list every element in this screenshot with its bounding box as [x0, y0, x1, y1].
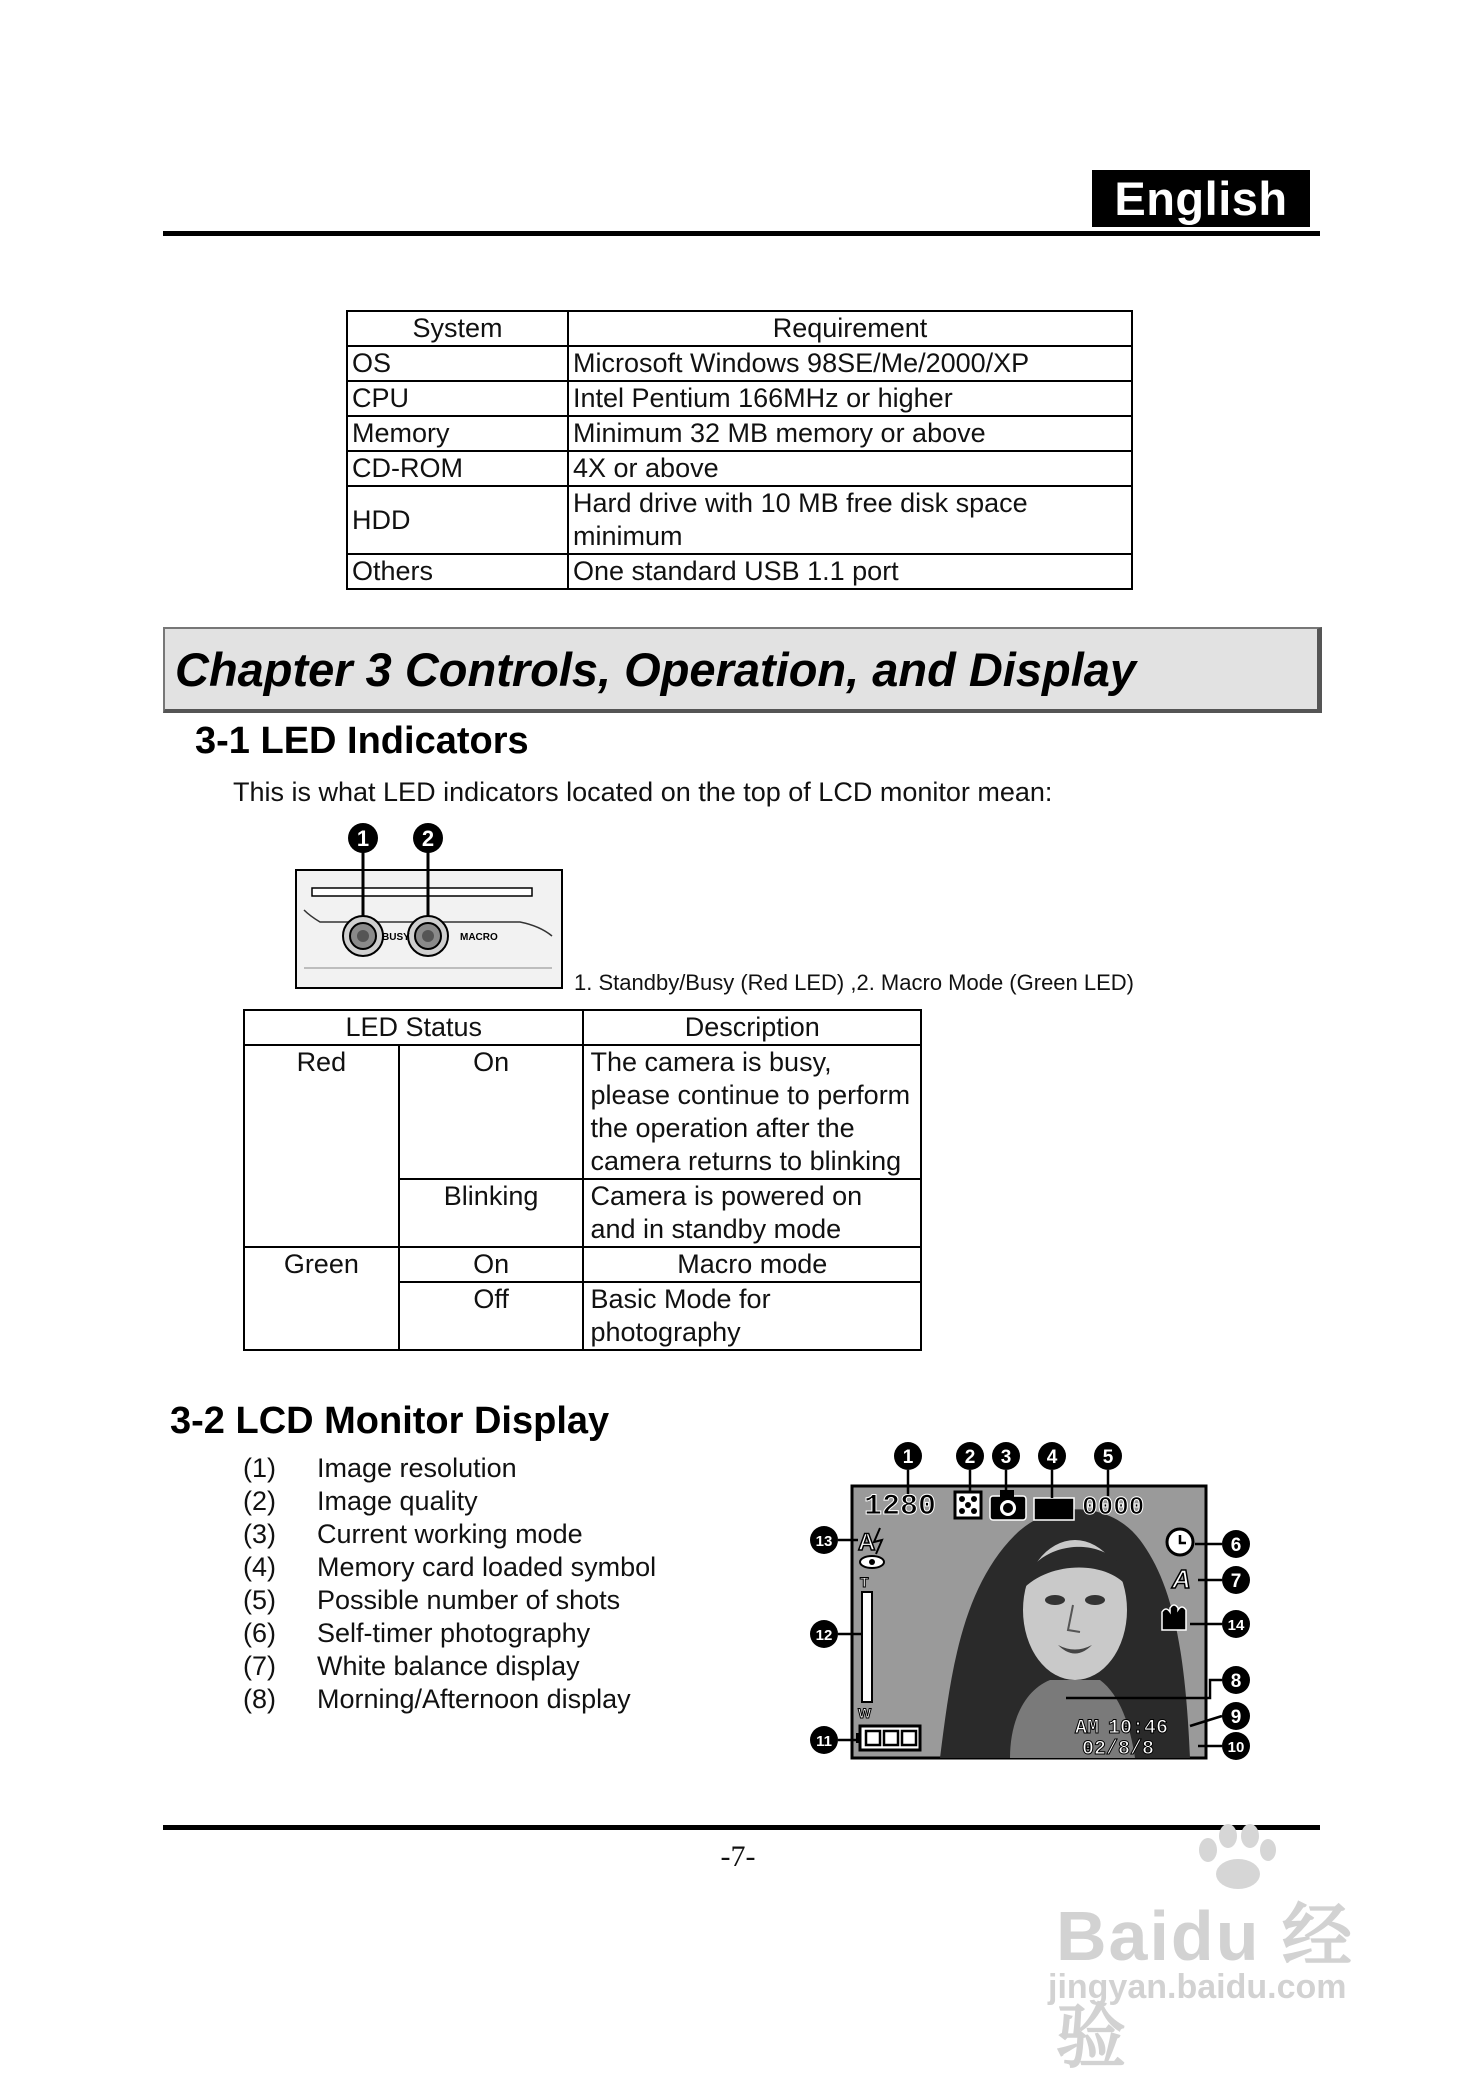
- list-item: (3) Current working mode: [243, 1519, 583, 1549]
- white-balance-icon: [1171, 1564, 1191, 1594]
- svg-text:A: A: [858, 1529, 876, 1556]
- self-timer-icon: [1167, 1529, 1193, 1555]
- table-header-row: [244, 1010, 921, 1045]
- svg-text:13: 13: [815, 1533, 833, 1550]
- resolution-indicator: 1280: [864, 1490, 937, 1524]
- led-status-table: [243, 1009, 922, 1351]
- svg-text:14: 14: [1227, 1617, 1245, 1634]
- callout-6: [1222, 1530, 1250, 1558]
- svg-text:11: 11: [816, 1733, 832, 1750]
- date-display: 02/8/8: [1082, 1738, 1155, 1761]
- table-row: [347, 554, 1132, 589]
- callout-14: [1222, 1610, 1250, 1638]
- callout-1: [894, 1442, 922, 1470]
- table-row: [347, 346, 1132, 381]
- red-eye-icon: [860, 1556, 884, 1568]
- list-item: (6) Self-timer photography: [243, 1618, 591, 1648]
- baidu-watermark: [1048, 1820, 1388, 2076]
- header-rule: [163, 231, 1320, 236]
- callout-2: [413, 823, 443, 853]
- lcd-monitor-figure: [790, 1440, 1270, 1770]
- system-cell: CD-ROM: [347, 451, 568, 486]
- led-description-cell: Basic Mode for photography: [583, 1282, 921, 1350]
- column-header-led-status: LED Status: [244, 1010, 583, 1045]
- led-state-cell: On: [399, 1045, 584, 1179]
- callout-2: [956, 1442, 984, 1470]
- column-header-system: System: [347, 311, 568, 346]
- system-cell: HDD: [347, 486, 568, 554]
- callout-12: [810, 1620, 838, 1648]
- system-requirements-table: [346, 310, 1133, 590]
- language-badge: English: [1092, 170, 1310, 227]
- svg-text:12: 12: [815, 1627, 833, 1644]
- callout-10: [1222, 1732, 1250, 1760]
- led-description-cell: Camera is powered on and in standby mode: [583, 1179, 921, 1247]
- table-row: [347, 451, 1132, 486]
- svg-text:9: 9: [1230, 1707, 1242, 1728]
- svg-text:4: 4: [1046, 1447, 1058, 1468]
- chapter-band: [163, 627, 1322, 713]
- callout-13: [810, 1526, 838, 1554]
- requirement-cell: Intel Pentium 166MHz or higher: [568, 381, 1132, 416]
- list-item: (5) Possible number of shots: [243, 1585, 621, 1615]
- lcd-legend-list: [243, 1452, 656, 1716]
- callout-11: [810, 1726, 838, 1754]
- requirement-cell: Minimum 32 MB memory or above: [568, 416, 1132, 451]
- macro-led-label: MACRO: [460, 932, 498, 943]
- requirement-cell: Microsoft Windows 98SE/Me/2000/XP: [568, 346, 1132, 381]
- table-row: [244, 1247, 921, 1282]
- requirement-cell: Hard drive with 10 MB free disk space minimum: [568, 486, 1132, 554]
- quality-icon: [955, 1492, 981, 1518]
- callout-4: [1038, 1442, 1066, 1470]
- svg-text:5: 5: [1102, 1447, 1114, 1468]
- callout-8: [1222, 1666, 1250, 1694]
- led-description-cell: The camera is busy, please continue to perform the operation after the camera returns to blinking: [583, 1045, 921, 1179]
- memory-card-icon: [1034, 1498, 1074, 1520]
- zoom-wide-label: W: [858, 1705, 872, 1721]
- led-state-cell: On: [399, 1247, 584, 1282]
- column-header-requirement: Requirement: [568, 311, 1132, 346]
- svg-text:A: A: [1172, 1564, 1191, 1594]
- chapter-title: Chapter 3 Controls, Operation, and Display: [175, 642, 1137, 696]
- led-color-cell: Red: [244, 1045, 399, 1247]
- table-row: [347, 486, 1132, 554]
- led-description-cell: Macro mode: [583, 1247, 921, 1282]
- svg-text:2: 2: [421, 826, 435, 851]
- callout-3: [992, 1442, 1020, 1470]
- table-row: [347, 416, 1132, 451]
- list-item: (4) Memory card loaded symbol: [243, 1552, 657, 1582]
- callout-9: [1222, 1702, 1250, 1730]
- svg-text:1: 1: [356, 826, 370, 851]
- led-color-cell: Green: [244, 1247, 399, 1350]
- table-row: [347, 381, 1132, 416]
- busy-led-icon: [343, 916, 383, 956]
- callout-1: [348, 823, 378, 853]
- watermark-brand: Baidu 经验: [1056, 1897, 1354, 2076]
- battery-icon: [856, 1726, 920, 1750]
- page-number: -7-: [720, 1840, 756, 1873]
- system-cell: Memory: [347, 416, 568, 451]
- svg-text:10: 10: [1227, 1739, 1245, 1756]
- list-item: (7) White balance display: [243, 1651, 580, 1681]
- led-figure-caption: 1. Standby/Busy (Red LED) ,2. Macro Mode (Green LED): [574, 970, 1135, 995]
- am-pm-indicator: AM: [1075, 1717, 1100, 1740]
- list-item: (2) Image quality: [243, 1486, 478, 1516]
- list-item: (8) Morning/Afternoon display: [243, 1684, 631, 1714]
- svg-text:8: 8: [1230, 1671, 1242, 1692]
- lcd-section-heading: 3-2 LCD Monitor Display: [170, 1400, 610, 1442]
- zoom-tele-label: T: [860, 1574, 869, 1590]
- requirement-cell: 4X or above: [568, 451, 1132, 486]
- led-state-cell: Blinking: [399, 1179, 584, 1247]
- svg-text:2: 2: [964, 1447, 976, 1468]
- system-cell: OS: [347, 346, 568, 381]
- busy-led-label: BUSY: [382, 932, 410, 943]
- stabilizer-hand-icon: [1162, 1605, 1186, 1630]
- led-figure: [290, 818, 570, 993]
- watermark-url: jingyan.baidu.com: [1048, 1968, 1347, 2006]
- system-cell: Others: [347, 554, 568, 589]
- svg-text:3: 3: [1000, 1447, 1012, 1468]
- requirement-cell: One standard USB 1.1 port: [568, 554, 1132, 589]
- column-header-description: Description: [583, 1010, 921, 1045]
- time-display: 10:46: [1108, 1717, 1169, 1740]
- callout-7: [1222, 1566, 1250, 1594]
- macro-led-icon: [408, 916, 448, 956]
- shots-counter: 0000: [1082, 1492, 1145, 1522]
- led-state-cell: Off: [399, 1282, 584, 1350]
- svg-text:7: 7: [1230, 1571, 1242, 1592]
- list-item: (1) Image resolution: [243, 1453, 517, 1483]
- svg-text:6: 6: [1230, 1535, 1242, 1556]
- table-row: [244, 1045, 921, 1179]
- system-cell: CPU: [347, 381, 568, 416]
- led-intro-text: This is what LED indicators located on the top of LCD monitor mean:: [233, 777, 1053, 807]
- callout-5: [1094, 1442, 1122, 1470]
- svg-text:1: 1: [902, 1447, 914, 1468]
- led-section-heading: 3-1 LED Indicators: [195, 720, 529, 762]
- table-header-row: [347, 311, 1132, 346]
